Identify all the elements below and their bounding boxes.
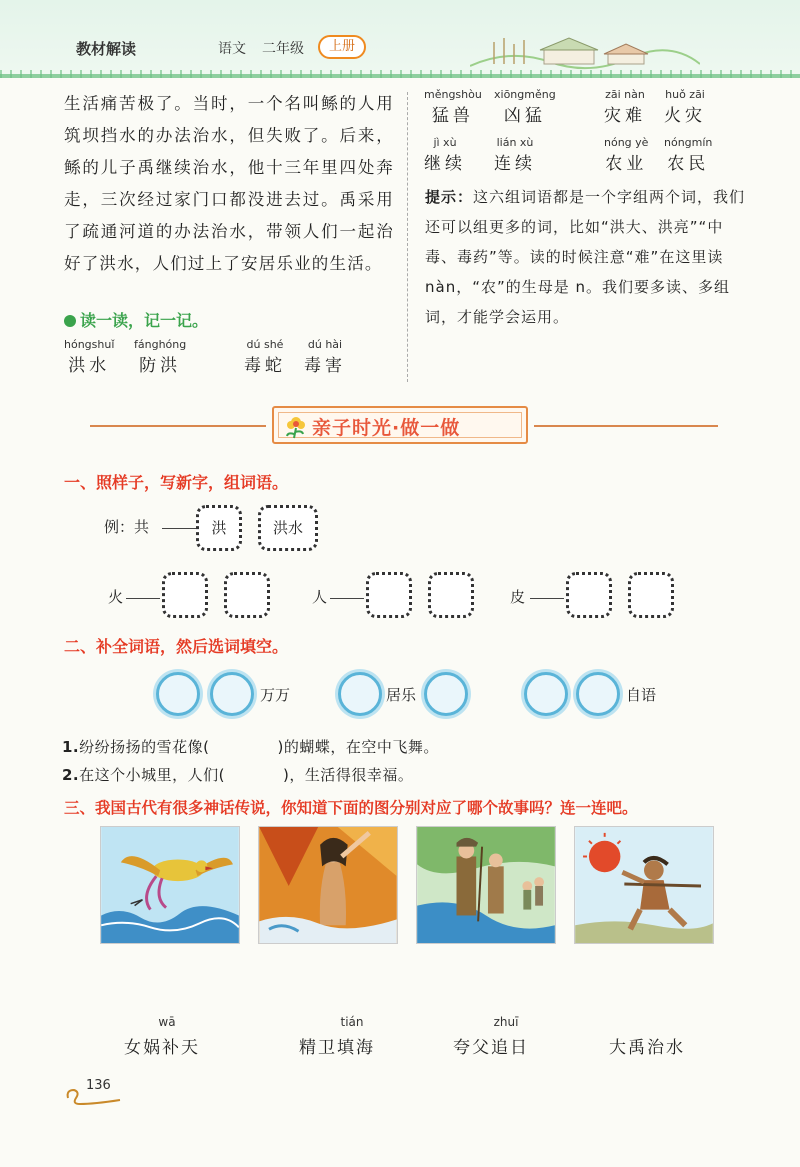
word-hanzi: 凶猛 <box>503 106 546 126</box>
question-3-title: 三、我国古代有很多神话传说，你知道下面的图分别对应了哪个故事吗？连一连吧。 <box>64 799 638 817</box>
word-hanzi: 洪水 <box>68 356 111 376</box>
vocab-word <box>304 338 346 376</box>
story-pinyin: tián <box>340 1015 364 1029</box>
dayu-picture[interactable] <box>416 826 556 944</box>
word-pinyin: xiōngměng <box>494 88 556 101</box>
example-char-box: 洪 <box>196 505 242 551</box>
vocab-word <box>424 88 482 126</box>
bullet-dot-icon <box>64 315 76 327</box>
fill-circle[interactable] <box>424 672 468 716</box>
story-pinyin: wā <box>158 1015 176 1029</box>
phrase-middle: 居乐 <box>386 686 417 704</box>
sentence-part: )的蝴蝶，在空中飞舞。 <box>277 738 439 756</box>
story-paragraph: 生活痛苦极了。当时，一个名叫鲧的人用筑坝挡水的办法治水，但失败了。后来，鲧的儿子禹继续治水，他十三年里四处奔走，三次经过家门口都没进去过。禹采用了疏通河道的办法治水，带领人们一起治好了洪水，人们过上了安居乐业的生活。 <box>64 94 394 273</box>
word-pinyin: fánghóng <box>134 338 187 351</box>
word-pinyin: měngshòu <box>424 88 482 101</box>
word-pinyin: hóngshuǐ <box>64 338 115 351</box>
connector-dash <box>162 528 196 529</box>
story-hanzi: 夸父追日 <box>453 1038 529 1058</box>
word-pinyin: zāi nàn <box>605 88 645 101</box>
header-volume-badge: 上册 <box>318 35 366 59</box>
story-label[interactable] <box>282 1015 392 1058</box>
sentence-1 <box>62 736 439 757</box>
vocab-word <box>134 338 186 376</box>
fill-circle[interactable] <box>524 672 568 716</box>
word-hanzi: 灾难 <box>604 106 646 126</box>
story-hanzi: 精卫填海 <box>299 1038 375 1058</box>
radical-label: 皮 <box>510 588 526 606</box>
sentence-number: 2. <box>62 766 80 784</box>
word-pinyin: dú shé <box>246 338 284 351</box>
example-label: 例：共 <box>104 518 150 536</box>
connector-dash <box>330 598 364 599</box>
hint-body: 这六组词语都是一个字组两个词，我们还可以组更多的词，比如“洪大、洪亮”“中毒、毒药”等。读的时候注意“难”在这里读 nàn，“农”的生母是 n。我们要多读、多组词，才能学会运用。 <box>425 188 746 326</box>
story-pinyin: zhuī <box>493 1015 519 1029</box>
fill-circle[interactable] <box>338 672 382 716</box>
vocab-word <box>494 136 536 174</box>
word-hanzi: 农业 <box>605 154 648 174</box>
example-word-box: 洪水 <box>258 505 318 551</box>
answer-char-box[interactable] <box>366 572 412 618</box>
banner-line-left <box>90 425 266 427</box>
question-1-title: 一、照样子，写新字，组词语。 <box>64 473 289 492</box>
hint-text-block <box>425 182 755 332</box>
vocab-word <box>604 136 648 174</box>
answer-char-box[interactable] <box>162 572 208 618</box>
sentence-number: 1. <box>62 738 80 756</box>
banner-title: 亲子时光·做一做 <box>312 417 461 439</box>
word-hanzi: 火灾 <box>664 106 706 126</box>
story-hanzi: 女娲补天 <box>124 1038 200 1058</box>
word-pinyin: nóng yè <box>604 136 649 149</box>
answer-word-box[interactable] <box>628 572 674 618</box>
answer-char-box[interactable] <box>566 572 612 618</box>
word-hanzi: 继续 <box>424 154 466 174</box>
story-label[interactable] <box>112 1015 212 1058</box>
phrase-suffix: 万万 <box>260 686 291 704</box>
vocab-word <box>64 338 114 376</box>
story-label[interactable] <box>436 1015 546 1058</box>
question-2-title: 二、补全词语，然后选词填空。 <box>64 637 289 656</box>
word-pinyin: dú hài <box>307 338 343 351</box>
column-divider <box>407 92 408 382</box>
vocab-word <box>604 88 646 126</box>
word-hanzi: 毒害 <box>304 356 346 376</box>
section-banner <box>272 406 528 444</box>
jingwei-bird-picture[interactable] <box>100 826 240 944</box>
banner-line-right <box>534 425 718 427</box>
story-pinyin <box>592 1015 702 1033</box>
nuwa-picture[interactable] <box>258 826 398 944</box>
vocab-word <box>664 88 706 126</box>
vocab-word <box>424 136 466 174</box>
vocab-word <box>244 338 286 376</box>
fill-circle[interactable] <box>576 672 620 716</box>
header-title: 教材解读 <box>76 40 137 58</box>
word-pinyin: huǒ zāi <box>665 88 705 101</box>
header-grade: 二年级 <box>262 41 304 57</box>
vocab-word <box>664 136 712 174</box>
read-remember-title-text: 读一读，记一记。 <box>80 311 209 330</box>
header-landscape-illustration <box>470 28 700 72</box>
page-header <box>0 0 800 78</box>
answer-word-box[interactable] <box>224 572 270 618</box>
kuafu-picture[interactable] <box>574 826 714 944</box>
fill-circle[interactable] <box>156 672 200 716</box>
word-hanzi: 农民 <box>667 154 710 174</box>
answer-word-box[interactable] <box>428 572 474 618</box>
word-hanzi: 连续 <box>494 154 536 174</box>
radical-label: 火 <box>108 588 124 606</box>
phrase-suffix: 自语 <box>626 686 657 704</box>
story-label[interactable] <box>592 1015 702 1058</box>
fill-circle[interactable] <box>210 672 254 716</box>
hint-label: 提示： <box>425 188 474 206</box>
sentence-part: 在这个小城里，人们( <box>79 766 225 784</box>
word-hanzi: 防洪 <box>139 356 182 376</box>
read-remember-title <box>64 308 208 331</box>
vocab-word <box>494 88 556 126</box>
page-number: 136 <box>86 1078 111 1093</box>
header-subject: 语文 <box>218 41 246 57</box>
word-pinyin: lián xù <box>496 136 534 149</box>
sentence-part: )，生活得很幸福。 <box>283 766 414 784</box>
sentence-part: 纷纷扬扬的雪花像( <box>79 738 210 756</box>
header-dotted-border <box>0 70 800 78</box>
word-hanzi: 猛兽 <box>431 106 474 126</box>
connector-dash <box>126 598 160 599</box>
story-hanzi: 大禹治水 <box>609 1038 685 1058</box>
radical-label: 人 <box>312 588 328 606</box>
word-hanzi: 毒蛇 <box>244 356 286 376</box>
word-pinyin: nóngmín <box>664 136 713 149</box>
connector-dash <box>530 598 564 599</box>
word-pinyin: jì xù <box>433 136 457 149</box>
flower-icon <box>282 412 310 440</box>
sentence-2 <box>62 764 413 785</box>
